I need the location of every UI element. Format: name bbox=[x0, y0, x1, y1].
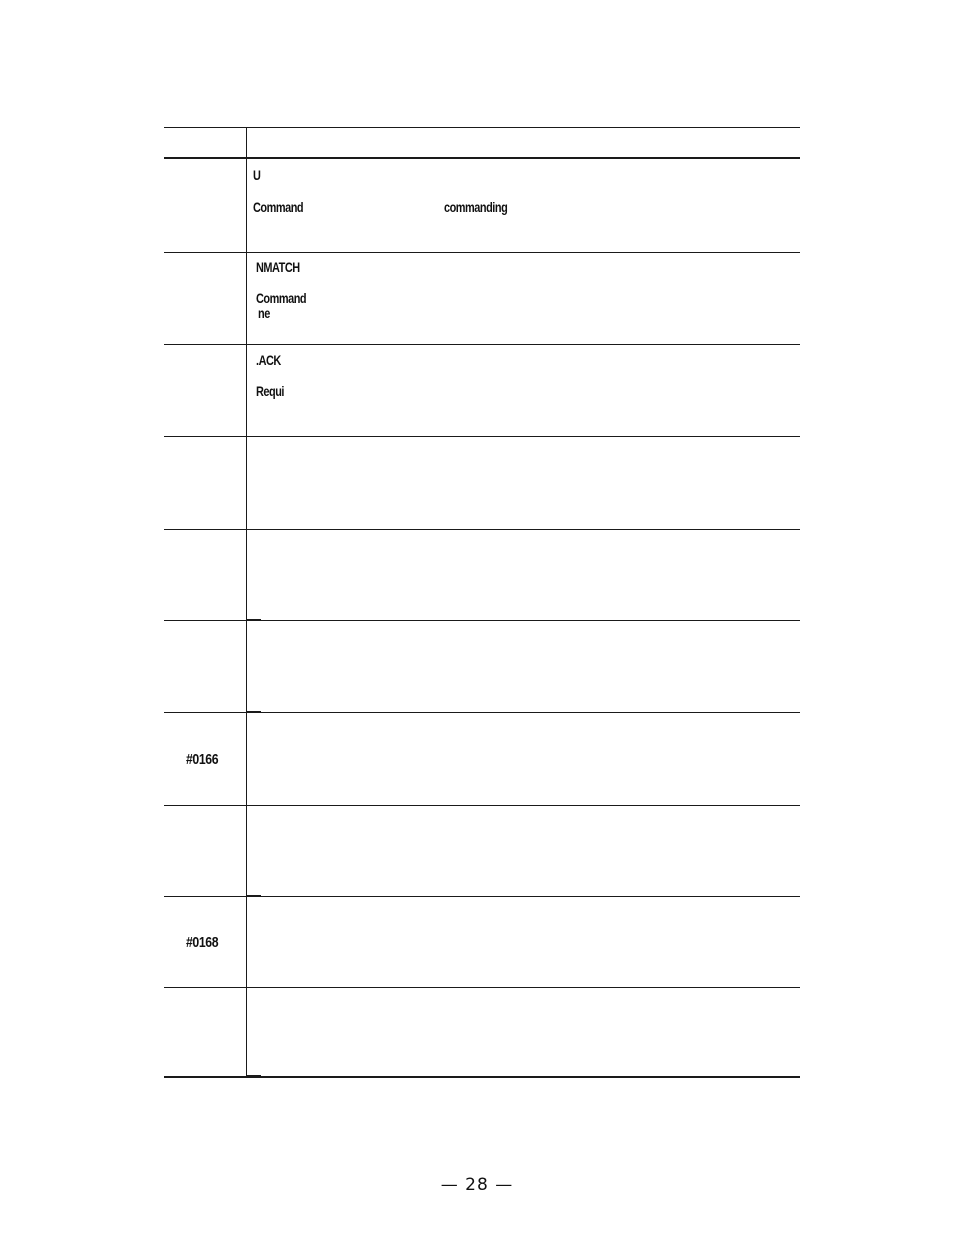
row-1-line-3: commanding bbox=[444, 199, 508, 215]
row-2-line-2: Command bbox=[256, 290, 307, 306]
corner-tick bbox=[247, 619, 261, 621]
row-3-line-1: .ACK bbox=[256, 352, 281, 368]
page-number: — 28 — bbox=[440, 1175, 514, 1195]
table-top-rule bbox=[164, 127, 800, 128]
row-divider bbox=[164, 805, 800, 806]
corner-tick bbox=[247, 1075, 261, 1077]
row-divider bbox=[164, 436, 800, 437]
row-1-line-2: Command bbox=[253, 199, 304, 215]
row-divider bbox=[164, 252, 800, 253]
row-3-line-2: Requi bbox=[256, 383, 284, 399]
row-2-line-1: NMATCH bbox=[256, 259, 300, 275]
row-divider bbox=[164, 529, 800, 530]
corner-tick bbox=[247, 895, 261, 897]
row-divider bbox=[164, 987, 800, 988]
row-9-code: #0168 bbox=[186, 934, 219, 951]
row-1-line-1: U bbox=[253, 167, 261, 183]
table-header-rule bbox=[164, 157, 800, 159]
row-divider bbox=[164, 344, 800, 345]
corner-tick bbox=[247, 711, 261, 713]
row-7-code: #0166 bbox=[186, 751, 219, 768]
table-column-divider bbox=[246, 127, 247, 1077]
row-2-line-3: ne bbox=[258, 305, 270, 321]
